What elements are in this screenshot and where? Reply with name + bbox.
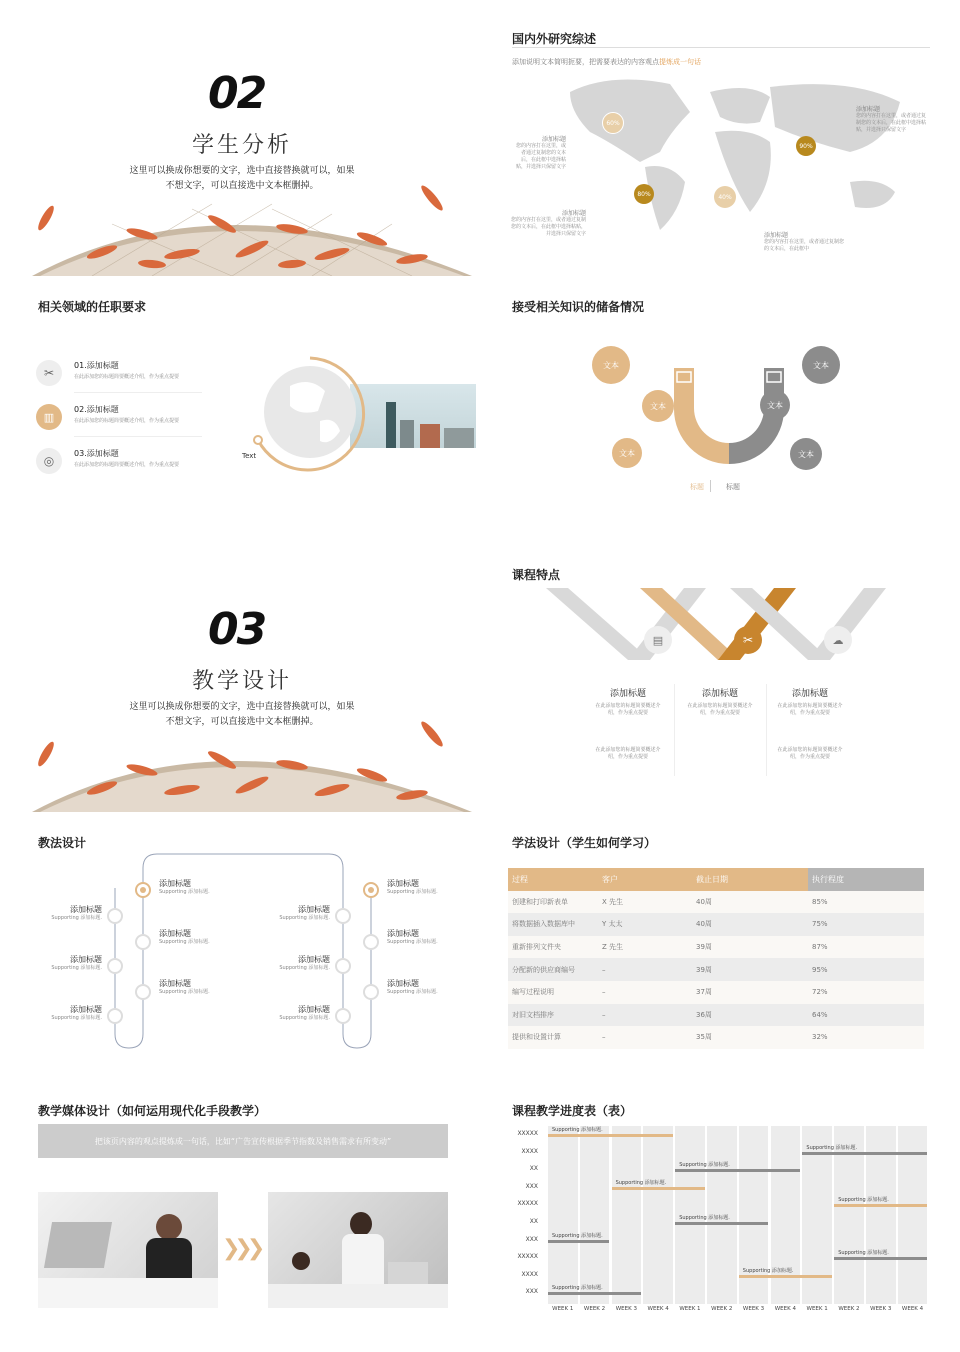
quote-banner: 把该页内容的观点提炼成一句话，比如“广告宣传根据季节指数及销售需求有所变动”	[38, 1124, 448, 1158]
list-item: 01.添加标题 在此添加您的标题简要概述介绍，作为重点提要	[74, 361, 180, 380]
table-cell: 重新排列文件夹	[512, 943, 561, 952]
week-label: WEEK 2	[838, 1306, 860, 1312]
pct-bubble-na: 60%	[602, 112, 624, 134]
office-photo-1	[38, 1192, 218, 1308]
slide-title: 课程教学进度表（表）	[512, 1104, 633, 1118]
slide-job-requirements	[32, 292, 480, 544]
table-row	[508, 1004, 924, 1027]
feature-column: 添加标题 在此添加您的标题简要概述介 绍，作为重点提要 在此添加您的标题简要概述介 绍，作为重点提要	[777, 689, 843, 760]
text-bubble: 文本	[592, 346, 630, 384]
table-row	[508, 936, 924, 959]
gantt-bar	[834, 1257, 927, 1260]
table-cell: 39周	[696, 965, 712, 974]
week-column	[612, 1126, 642, 1304]
world-map	[550, 72, 910, 232]
week-label: WEEK 1	[679, 1306, 701, 1312]
table-cell: 95%	[812, 965, 828, 974]
gantt-chart	[506, 1124, 954, 1348]
table-row	[508, 981, 924, 1004]
table-cell: 87%	[812, 943, 828, 952]
list-item: 03.添加标题 在此添加您的标题简要概述介绍，作为重点提要	[74, 449, 180, 468]
gantt-bar-label: Supporting 添加标题.	[806, 1144, 858, 1151]
row-label: XXXX	[521, 1147, 538, 1155]
gantt-bar	[612, 1187, 705, 1190]
gantt-bar-label: Supporting 添加标题.	[615, 1179, 667, 1186]
gantt-bar	[675, 1169, 800, 1172]
slide-subtitle: 添加说明文本简明扼要，把需要表达的内容观点提炼成一句话	[512, 58, 701, 66]
note-top-right: 添加标题 您的内容打在这里，或者通过复制您的文本后，在此框中选择粘贴，并选择只保留文字	[856, 106, 927, 133]
table-cell: 39周	[696, 943, 712, 952]
section-desc: 这里可以换成你想要的文字，选中直接替换就可以，如果 不想文字，可以直接选中文本框删掉。	[129, 166, 355, 191]
slide-title: 国内外研究综述	[512, 32, 597, 46]
table-cell: X 先生	[602, 897, 624, 906]
table-cell: 对旧文档排序	[512, 1010, 554, 1019]
row-label: XXXXX	[517, 1200, 538, 1208]
table-cell: 编写过程说明	[512, 988, 554, 997]
column-header: 截止日期	[692, 868, 808, 891]
chili-basket-illustration	[32, 164, 480, 276]
table-row	[508, 1026, 924, 1049]
note-top-left: 添加标题 您的内容打在这里，或者通过复制您的文本后，在此框中选择粘贴，并选择只保留文字	[515, 136, 566, 170]
table-row	[508, 913, 924, 936]
timeline-item: 添加标题 Supporting 添加标题.	[159, 879, 210, 895]
week-label: WEEK 4	[647, 1306, 669, 1312]
timeline-item: 添加标题 Supporting 添加标题.	[51, 955, 102, 971]
table-cell: 将数据插入数据库中	[512, 920, 575, 929]
slide-title: 相关领域的任职要求	[38, 300, 147, 314]
row-label: XX	[529, 1165, 538, 1173]
timeline-item: 添加标题 Supporting 添加标题.	[279, 905, 330, 921]
week-label: WEEK 2	[583, 1306, 606, 1312]
week-column	[580, 1126, 610, 1304]
slide-student-analysis	[32, 24, 480, 276]
globe-ring	[250, 356, 370, 476]
row-label: XXX	[525, 1288, 538, 1296]
slide-knowledge-reserve	[506, 292, 954, 544]
table-cell: –	[602, 1033, 606, 1042]
divider	[74, 392, 202, 393]
column-divider	[766, 684, 767, 776]
gantt-bar	[548, 1134, 673, 1137]
feature-column: 添加标题 在此添加您的标题简要概述介 绍，作为重点提要 在此添加您的标题简要概述介 绍，作为重点提要	[595, 689, 661, 760]
week-label: WEEK 4	[901, 1306, 924, 1312]
week-column	[548, 1126, 578, 1304]
slide-title: 教法设计	[38, 836, 87, 850]
week-label: WEEK 1	[552, 1306, 574, 1312]
table-cell: 分配新的供应商编号	[512, 965, 575, 974]
table-cell: Y 太太	[602, 920, 623, 929]
section-number: 02	[208, 68, 266, 119]
table-cell: 75%	[812, 920, 828, 929]
gantt-bar-label: Supporting 添加标题.	[838, 1197, 889, 1204]
chart-icon: ▥	[36, 404, 62, 430]
table-cell: 提供和设置计算	[512, 1033, 561, 1042]
tools-icon: ✂	[36, 360, 62, 386]
slide-schedule	[506, 1096, 954, 1348]
list-item: 02.添加标题 在此添加您的标题简要概述介绍，作为重点提要	[74, 405, 180, 424]
pct-bubble-africa: 40%	[714, 186, 736, 208]
table-cell: –	[602, 1010, 606, 1019]
text-bubble: 文本	[760, 390, 790, 420]
gantt-bar	[675, 1222, 768, 1225]
table-cell: 85%	[812, 897, 828, 906]
table-cell: Z 先生	[602, 943, 624, 952]
week-label: WEEK 1	[806, 1306, 828, 1312]
section-title: 教学设计	[192, 669, 293, 694]
timeline-item: 添加标题 Supporting 添加标题.	[279, 1005, 330, 1021]
table-row	[508, 891, 924, 914]
table-header-row	[508, 868, 924, 891]
row-label: XXX	[525, 1182, 538, 1190]
gantt-bar-label: Supporting 添加标题.	[679, 1162, 730, 1169]
table-cell: –	[602, 965, 606, 974]
gantt-bar	[548, 1240, 609, 1243]
note-bottom-left: 添加标题 您的内容打在这里，或者通过复制您的文本后，在此框中选择粘贴，并选择只保留文字	[510, 210, 586, 237]
gantt-bar-label: Supporting 添加标题.	[679, 1215, 730, 1221]
slide-title: 学法设计（学生如何学习）	[512, 836, 657, 850]
text-bubble: 文本	[802, 346, 840, 384]
table-cell: 32%	[812, 1033, 828, 1042]
row-label: XXXXX	[517, 1253, 538, 1261]
table-cell: –	[602, 988, 606, 997]
column-header: 客户	[598, 868, 692, 891]
text-bubble: 文本	[642, 390, 674, 422]
section-title: 学生分析	[192, 133, 293, 158]
pct-bubble-sa: 80%	[634, 184, 654, 204]
office-photo-2	[268, 1192, 448, 1308]
arrows-icon: ❯❯❯	[222, 1236, 260, 1261]
target-icon: ◎	[36, 448, 62, 474]
gantt-bar-label: Supporting 添加标题.	[552, 1285, 603, 1292]
timeline-item: 添加标题 Supporting 添加标题.	[159, 929, 210, 945]
slide-title: 接受相关知识的储备情况	[512, 300, 645, 314]
week-label: WEEK 3	[742, 1306, 765, 1312]
gantt-bar	[548, 1292, 641, 1295]
slide-research-review	[506, 24, 954, 276]
column-header: 过程	[508, 868, 598, 891]
timeline-item: 添加标题 Supporting 添加标题.	[51, 905, 102, 921]
gantt-bar	[739, 1275, 832, 1278]
week-label: WEEK 3	[870, 1306, 892, 1312]
chili-basket-illustration	[32, 700, 480, 812]
text-bubble: 文本	[612, 438, 642, 468]
slide-teaching-design	[32, 560, 480, 812]
tools-icon: ✂	[734, 626, 762, 654]
pct-bubble-asia: 90%	[796, 136, 816, 156]
learning-table	[508, 868, 924, 1049]
legend-gray: 标题	[726, 483, 740, 491]
column-header: 执行程度	[808, 868, 924, 891]
week-label: WEEK 2	[711, 1306, 733, 1312]
slide-teaching-media	[32, 1096, 480, 1348]
title-underline	[512, 47, 930, 48]
text-bubble: 文本	[790, 438, 822, 470]
table-cell: 36周	[696, 1010, 712, 1019]
globe-label: Text	[242, 452, 257, 460]
row-label: XX	[529, 1218, 538, 1225]
chat-icon: ☁	[824, 626, 852, 654]
timeline-item: 添加标题 Supporting 添加标题.	[51, 1005, 102, 1021]
table-cell: 64%	[812, 1010, 828, 1019]
table-cell: 35周	[696, 1033, 712, 1042]
table-row	[508, 958, 924, 981]
timeline-item: 添加标题 Supporting 添加标题.	[279, 955, 330, 971]
note-bottom-right: 添加标题 您的内容打在这里，或者通过复制您的文本后，在此框中	[764, 232, 845, 252]
slide-title: 教学媒体设计（如何运用现代化手段教学）	[38, 1104, 267, 1118]
timeline-item: 添加标题 Supporting 添加标题.	[159, 979, 210, 995]
timeline-item: 添加标题 Supporting 添加标题.	[387, 929, 438, 945]
gantt-bar	[802, 1152, 927, 1155]
gantt-bar-label: Supporting 添加标题.	[838, 1250, 889, 1257]
divider	[74, 436, 202, 437]
document-icon: ▤	[644, 626, 672, 654]
gantt-bar	[834, 1204, 927, 1207]
feature-column: 添加标题 在此添加您的标题简要概述介 绍，作为重点提要	[687, 689, 753, 716]
week-label: WEEK 4	[774, 1306, 796, 1312]
slide-course-features	[506, 560, 954, 812]
legend-divider	[710, 480, 711, 492]
section-desc: 这里可以换成你想要的文字，选中直接替换就可以，如果 不想文字，可以直接选中文本框删掉。	[129, 702, 355, 727]
gantt-bar-label: Supporting 添加标题.	[552, 1232, 603, 1239]
column-divider	[674, 684, 675, 776]
legend-tan: 标题	[690, 483, 704, 491]
section-number: 03	[208, 604, 266, 655]
week-label: WEEK 3	[615, 1306, 637, 1312]
slide-title: 课程特点	[512, 568, 561, 582]
table-cell: 40周	[696, 897, 712, 906]
timeline-item: 添加标题 Supporting 添加标题.	[387, 879, 438, 895]
timeline-item: 添加标题 Supporting 添加标题.	[387, 979, 438, 995]
table-cell: 72%	[812, 988, 828, 997]
row-label: XXXX	[521, 1270, 538, 1278]
week-column	[643, 1126, 673, 1304]
row-label: XXX	[525, 1235, 538, 1243]
table-cell: 创建和打印新表单	[512, 897, 568, 906]
slide-teaching-method	[32, 828, 480, 1080]
row-label: XXXXX	[517, 1130, 538, 1137]
table-cell: 37周	[696, 988, 712, 997]
table-cell: 40周	[696, 920, 712, 929]
gantt-bar-label: Supporting 添加标题.	[742, 1267, 794, 1274]
gantt-bar-label: Supporting 添加标题.	[552, 1127, 603, 1133]
